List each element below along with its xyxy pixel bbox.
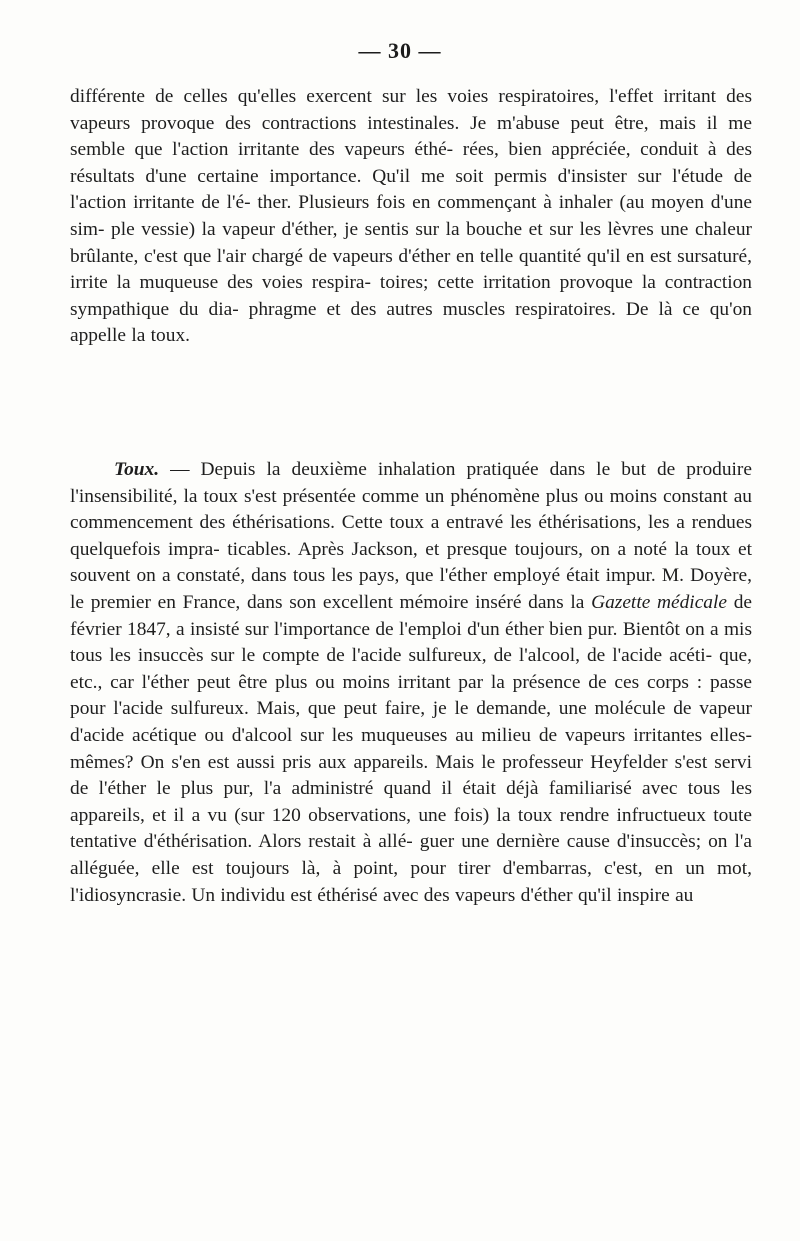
journal-title: Gazette médicale [591, 591, 727, 613]
paragraph-2 [70, 457, 752, 909]
paragraph-2-text-end: de février 1847, a insisté sur l'importance de l'emploi d'un éther bien pur. Bientôt on a mis tous les insuccès sur le compte de l'acide sulfureux, de l'alcool, de l'acide acéti- que, etc., car l'éther peut être plus ou moins irritant par la présence de ces corps : passe pour l'acide sulfureux. Mais, que peut faire, je le demande, une molécule de vapeur d'acide acétique ou d'alcool sur les muqueuses au milieu de vapeurs irritantes elles-mêmes? On s'en est aussi pris aux appareils. Mais le professeur Heyfelder s'est servi de l'éther le plus pur, l'a administré quand il était déjà familiarisé avec tous les appareils, et il a vu (sur 120 observations, une fois) la toux rendre infructueux toute tentative d'éthérisation. Alors restait à allé- guer une dernière cause d'insuccès; on l'a alléguée, elle est toujours là, à point, pour tirer d'embarras, c'est, en un mot, l'idiosyncrasie. Un individu est éthérisé avec des vapeurs d'éther qu'il inspire au [70, 591, 752, 906]
paragraph-1-text: différente de celles qu'elles exercent sur les voies respiratoires, l'effet irritant des vapeurs provoque des contractions intestinales. Je m'abuse peut être, mais il me semble que l'action irritante des vapeurs éthé- rées, bien appréciée, conduit à des résultats d'une certaine importance. Qu'il me soit permis d'insister sur l'étude de l'action irritante de l'é- ther. Plusieurs fois en commençant à inhaler (au moyen d'une sim- ple vessie) la vapeur d'éther, je sentis sur la bouche et sur les lèvres une chaleur brûlante, c'est que l'air chargé de vapeurs d'éther en telle quantité qu'il en est sursaturé, irrite la muqueuse des voies respira- toires; cette irritation provoque la contraction sympathique du dia- phragme et des autres muscles respiratoires. De là ce qu'on appelle la toux. [70, 86, 752, 347]
paragraph-2-text-start: Depuis la deuxième inhalation pratiquée dans le but de produire l'insensibilité, la toux s'est présentée comme un phénomène plus ou moins constant au commencement des éthérisations. Cette toux a entravé les éthérisations, les a rendues quelquefois impra- ticables. Après Jackson, et presque toujours, on a noté la toux et souvent on a constaté, dans tous les pays, que l'éther employé était impur. M. Doyère, le premier en France, dans son excellent mémoire inséré dans la [70, 459, 752, 613]
heading-dash: — [159, 459, 201, 480]
section-heading-toux: Toux. [114, 459, 160, 480]
page-number: — 30 — [358, 38, 442, 63]
paragraph-1 [70, 84, 752, 350]
